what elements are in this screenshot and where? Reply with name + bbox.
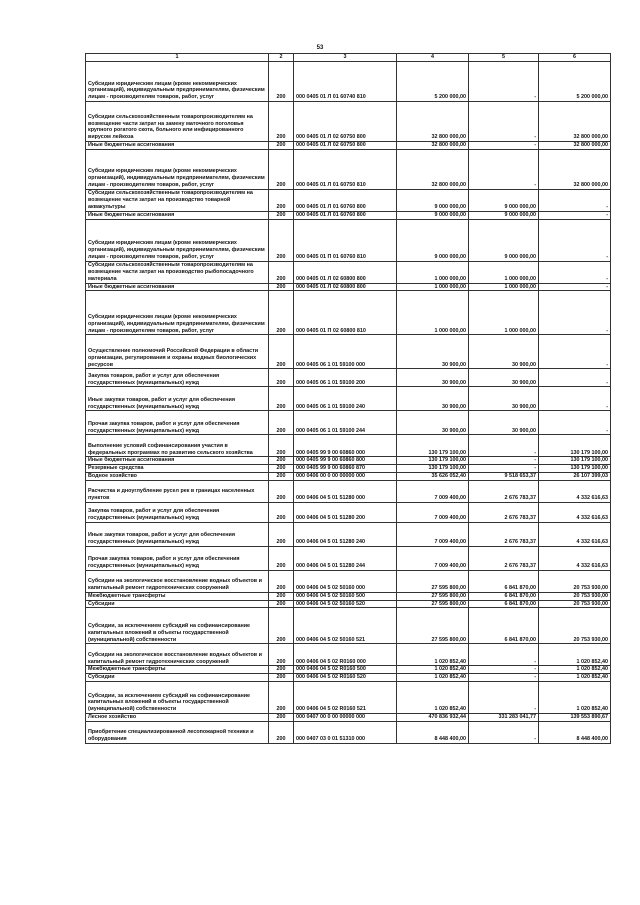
column-header: 4 [397,54,469,62]
table-row [86,261,611,283]
row-unexecuted-amount-cell: 130 179 100,00 [539,435,611,457]
row-name-cell: Иные бюджетные ассигнования [86,142,269,150]
row-executed-amount-cell: - [469,666,539,674]
row-executed-amount-cell: - [469,681,539,713]
table-row [86,211,611,219]
row-executed-amount-cell: - [469,457,539,465]
row-executed-amount-cell: 30 900,00 [469,335,539,369]
row-name-cell: Закупка товаров, работ и услуг для обеспечения государственных (муниципальных) нужд [86,369,269,387]
column-header: 5 [469,54,539,62]
row-classification-code-cell: 000 0406 04 5 01 51280 244 [294,546,397,570]
table-row [86,465,611,473]
table-row [86,283,611,291]
row-classification-code-cell: 000 0405 06 1 01 59100 244 [294,411,397,435]
row-name-cell: Водное хозяйство [86,472,269,480]
row-code-cell: 200 [269,457,294,465]
row-classification-code-cell: 000 0406 00 0 00 00000 000 [294,472,397,480]
row-approved-amount-cell: 130 179 100,00 [397,457,469,465]
row-unexecuted-amount-cell: - [539,291,611,335]
row-code-cell: 200 [269,570,294,592]
row-code-cell: 200 [269,465,294,473]
row-executed-amount-cell: 9 518 653,37 [469,472,539,480]
row-executed-amount-cell: 6 841 870,00 [469,570,539,592]
column-header: 6 [539,54,611,62]
row-executed-amount-cell: 9 000 000,00 [469,219,539,261]
row-executed-amount-cell: 9 000 000,00 [469,189,539,211]
row-unexecuted-amount-cell: 20 753 930,00 [539,592,611,600]
row-unexecuted-amount-cell: 32 800 000,00 [539,149,611,189]
row-executed-amount-cell: 30 900,00 [469,369,539,387]
row-classification-code-cell: 000 0406 04 5 01 51280 000 [294,480,397,502]
row-code-cell: 200 [269,335,294,369]
row-name-cell: Субсидии юридическим лицам (кроме некоммерческих организаций), индивидуальным предпринимателям, физическим лицам - производителям товаров, работ, услуг [86,219,269,261]
row-classification-code-cell: 000 0406 04 5 02 50160 500 [294,592,397,600]
row-unexecuted-amount-cell: - [539,211,611,219]
table-row [86,570,611,592]
row-classification-code-cell: 000 0405 01 Л 01 60760 800 [294,211,397,219]
row-name-cell: Субсидии на экологическое восстановление водных объектов и капитальный ремонт гидротехнических сооружений [86,570,269,592]
row-unexecuted-amount-cell: 26 107 399,03 [539,472,611,480]
row-unexecuted-amount-cell: 130 179 100,00 [539,465,611,473]
row-name-cell: Субсидии, за исключением субсидий на софинансирование капитальных вложений в объекты государственной (муниципальной) собственности [86,608,269,644]
row-classification-code-cell: 000 0406 04 5 02 50160 000 [294,570,397,592]
row-classification-code-cell: 000 0405 01 Л 02 60750 800 [294,102,397,142]
row-approved-amount-cell: 1 000 000,00 [397,261,469,283]
table-row [86,189,611,211]
row-classification-code-cell: 000 0405 06 1 01 59100 000 [294,335,397,369]
row-code-cell: 200 [269,142,294,150]
row-classification-code-cell: 000 0405 01 Л 01 60740 810 [294,62,397,102]
table-row [86,291,611,335]
row-approved-amount-cell: 27 595 800,00 [397,592,469,600]
row-name-cell: Приобретение специализированной лесопожарной техники и оборудования [86,721,269,743]
row-approved-amount-cell: 32 800 000,00 [397,142,469,150]
row-executed-amount-cell: 6 841 870,00 [469,608,539,644]
row-name-cell: Субсидии [86,674,269,682]
row-classification-code-cell: 000 0406 04 5 02 R0160 500 [294,666,397,674]
row-code-cell: 200 [269,522,294,546]
row-code-cell: 200 [269,387,294,411]
row-code-cell: 200 [269,502,294,522]
row-unexecuted-amount-cell: 32 800 000,00 [539,142,611,150]
row-code-cell: 200 [269,435,294,457]
table-row [86,721,611,743]
table-row [86,608,611,644]
row-name-cell: Иные закупки товаров, работ и услуг для обеспечения государственных (муниципальных) нужд [86,522,269,546]
row-name-cell: Субсидии [86,600,269,608]
row-name-cell: Выполнение условий софинансирования участия в федеральных программах по развитию сельского хозяйства [86,435,269,457]
row-approved-amount-cell: 130 179 100,00 [397,465,469,473]
row-classification-code-cell: 000 0406 04 5 02 R0160 521 [294,681,397,713]
row-approved-amount-cell: 470 836 932,44 [397,713,469,721]
row-unexecuted-amount-cell: 20 753 930,00 [539,608,611,644]
row-executed-amount-cell: - [469,62,539,102]
row-executed-amount-cell: - [469,142,539,150]
row-code-cell: 200 [269,102,294,142]
row-unexecuted-amount-cell: - [539,189,611,211]
column-header: 2 [269,54,294,62]
row-approved-amount-cell: 1 020 852,40 [397,681,469,713]
row-classification-code-cell: 000 0405 01 Л 02 60750 800 [294,142,397,150]
row-executed-amount-cell: - [469,435,539,457]
table-row [86,435,611,457]
row-name-cell: Межбюджетные трансферты [86,592,269,600]
row-code-cell: 200 [269,713,294,721]
row-executed-amount-cell: - [469,644,539,666]
row-approved-amount-cell: 32 800 000,00 [397,102,469,142]
row-code-cell: 200 [269,211,294,219]
row-unexecuted-amount-cell: 4 332 616,63 [539,502,611,522]
row-classification-code-cell: 000 0405 01 П 02 60800 810 [294,291,397,335]
row-unexecuted-amount-cell: 1 020 852,40 [539,666,611,674]
row-approved-amount-cell: 30 900,00 [397,335,469,369]
row-name-cell: Закупка товаров, работ и услуг для обеспечения государственных (муниципальных) нужд [86,502,269,522]
table-row [86,674,611,682]
row-executed-amount-cell: 2 676 783,37 [469,502,539,522]
row-approved-amount-cell: 1 000 000,00 [397,283,469,291]
row-name-cell: Субсидии юридическим лицам (кроме некоммерческих организаций), индивидуальным предпринимателям, физическим лицам - производителям товаров, работ, услуг [86,291,269,335]
table-row [86,411,611,435]
row-code-cell: 200 [269,291,294,335]
row-executed-amount-cell: - [469,674,539,682]
row-code-cell: 200 [269,608,294,644]
column-header: 1 [86,54,269,62]
row-classification-code-cell: 000 0405 06 1 01 59100 200 [294,369,397,387]
row-approved-amount-cell: 1 000 000,00 [397,291,469,335]
row-approved-amount-cell: 30 900,00 [397,387,469,411]
row-unexecuted-amount-cell: 32 800 000,00 [539,102,611,142]
row-approved-amount-cell: 9 000 000,00 [397,211,469,219]
table-row [86,387,611,411]
row-unexecuted-amount-cell: 20 753 930,00 [539,600,611,608]
row-name-cell: Лесное хозяйство [86,713,269,721]
row-approved-amount-cell: 30 900,00 [397,369,469,387]
row-unexecuted-amount-cell: - [539,387,611,411]
row-code-cell: 200 [269,480,294,502]
table-row [86,713,611,721]
row-unexecuted-amount-cell: - [539,261,611,283]
row-executed-amount-cell: - [469,149,539,189]
row-unexecuted-amount-cell: 1 020 852,40 [539,681,611,713]
row-code-cell: 200 [269,369,294,387]
row-classification-code-cell: 000 0405 99 9 00 60860 000 [294,435,397,457]
row-executed-amount-cell: 1 000 000,00 [469,283,539,291]
row-approved-amount-cell: 32 800 000,00 [397,149,469,189]
row-approved-amount-cell: 9 000 000,00 [397,189,469,211]
row-code-cell: 200 [269,149,294,189]
row-code-cell: 200 [269,592,294,600]
row-code-cell: 200 [269,219,294,261]
row-name-cell: Осуществление полномочий Российской Федерации в области организации, регулирования и охраны водных биологических ресурсов [86,335,269,369]
column-header: 3 [294,54,397,62]
table-row [86,369,611,387]
table-row [86,142,611,150]
row-approved-amount-cell: 1 020 852,40 [397,666,469,674]
row-approved-amount-cell: 7 009 400,00 [397,546,469,570]
row-unexecuted-amount-cell: - [539,283,611,291]
table-row [86,502,611,522]
row-approved-amount-cell: 7 009 400,00 [397,522,469,546]
row-classification-code-cell: 000 0405 01 Л 01 60760 800 [294,189,397,211]
table-row [86,62,611,102]
row-approved-amount-cell: 27 595 800,00 [397,608,469,644]
row-name-cell: Субсидии юридическим лицам (кроме некоммерческих организаций), индивидуальным предпринимателям, физическим лицам - производителям товаров, работ, услуг [86,62,269,102]
row-name-cell: Иные бюджетные ассигнования [86,283,269,291]
row-code-cell: 200 [269,283,294,291]
row-classification-code-cell: 000 0406 04 5 02 50160 520 [294,600,397,608]
row-executed-amount-cell: 2 676 783,37 [469,522,539,546]
row-executed-amount-cell: - [469,465,539,473]
row-executed-amount-cell: 9 000 000,00 [469,211,539,219]
row-name-cell: Расчистка и дноуглубление русел рек в границах населенных пунктов [86,480,269,502]
row-code-cell: 200 [269,62,294,102]
row-approved-amount-cell: 35 626 052,40 [397,472,469,480]
row-executed-amount-cell: 331 283 041,77 [469,713,539,721]
table-row [86,522,611,546]
row-approved-amount-cell: 27 595 800,00 [397,600,469,608]
row-approved-amount-cell: 1 020 852,40 [397,674,469,682]
row-approved-amount-cell: 7 009 400,00 [397,502,469,522]
row-executed-amount-cell: 6 841 870,00 [469,592,539,600]
row-code-cell: 200 [269,666,294,674]
row-name-cell: Субсидии на экологическое восстановление водных объектов и капитальный ремонт гидротехнических сооружений [86,644,269,666]
row-code-cell: 200 [269,261,294,283]
row-classification-code-cell: 000 0406 04 5 01 51280 240 [294,522,397,546]
row-name-cell: Субсидии, за исключением субсидий на софинансирование капитальных вложений в объекты государственной (муниципальной) собственности [86,681,269,713]
row-name-cell: Прочая закупка товаров, работ и услуг для обеспечения государственных (муниципальных) нужд [86,546,269,570]
header-row [86,54,611,62]
row-unexecuted-amount-cell: 130 179 100,00 [539,457,611,465]
row-classification-code-cell: 000 0407 03 0 01 51310 000 [294,721,397,743]
row-unexecuted-amount-cell: - [539,369,611,387]
table-row [86,592,611,600]
table-row [86,546,611,570]
table-row [86,666,611,674]
row-approved-amount-cell: 30 900,00 [397,411,469,435]
row-approved-amount-cell: 27 595 800,00 [397,570,469,592]
row-executed-amount-cell: 2 676 783,37 [469,546,539,570]
row-classification-code-cell: 000 0406 04 5 02 R0160 000 [294,644,397,666]
table-body [86,62,611,744]
row-code-cell: 200 [269,600,294,608]
row-unexecuted-amount-cell: 1 020 852,40 [539,674,611,682]
row-code-cell: 200 [269,546,294,570]
table-row [86,472,611,480]
row-code-cell: 200 [269,189,294,211]
row-approved-amount-cell: 5 200 000,00 [397,62,469,102]
row-name-cell: Межбюджетные трансферты [86,666,269,674]
row-approved-amount-cell: 1 020 852,40 [397,644,469,666]
table-row [86,480,611,502]
row-unexecuted-amount-cell: - [539,219,611,261]
row-executed-amount-cell: 1 000 000,00 [469,261,539,283]
row-executed-amount-cell: 30 900,00 [469,387,539,411]
row-unexecuted-amount-cell: 4 332 616,63 [539,522,611,546]
row-approved-amount-cell: 130 179 100,00 [397,435,469,457]
row-name-cell: Иные бюджетные ассигнования [86,457,269,465]
row-executed-amount-cell: 30 900,00 [469,411,539,435]
row-classification-code-cell: 000 0406 04 5 02 R0160 520 [294,674,397,682]
row-code-cell: 200 [269,721,294,743]
row-unexecuted-amount-cell: - [539,335,611,369]
row-unexecuted-amount-cell: - [539,411,611,435]
row-approved-amount-cell: 8 448 400,00 [397,721,469,743]
table-row [86,335,611,369]
row-classification-code-cell: 000 0406 04 5 02 50160 521 [294,608,397,644]
row-name-cell: Субсидии сельскохозяйственным товаропроизводителям на возмещение части затрат на замену маточного поголовья крупного рогатого скота, больного или инфицированного вирусом лейкоза [86,102,269,142]
row-name-cell: Иные бюджетные ассигнования [86,211,269,219]
row-classification-code-cell: 000 0405 01 Л 01 60750 810 [294,149,397,189]
row-classification-code-cell: 000 0405 01 П 01 60760 810 [294,219,397,261]
table-row [86,219,611,261]
row-unexecuted-amount-cell: 5 200 000,00 [539,62,611,102]
row-executed-amount-cell: 6 841 870,00 [469,600,539,608]
row-unexecuted-amount-cell: 8 448 400,00 [539,721,611,743]
row-unexecuted-amount-cell: 139 553 890,67 [539,713,611,721]
row-approved-amount-cell: 9 000 000,00 [397,219,469,261]
row-unexecuted-amount-cell: 1 020 852,40 [539,644,611,666]
row-approved-amount-cell: 7 009 400,00 [397,480,469,502]
row-code-cell: 200 [269,681,294,713]
row-code-cell: 200 [269,411,294,435]
row-unexecuted-amount-cell: 4 332 616,63 [539,480,611,502]
row-classification-code-cell: 000 0405 99 9 00 60860 870 [294,465,397,473]
row-name-cell: Иные закупки товаров, работ и услуг для обеспечения государственных (муниципальных) нужд [86,387,269,411]
row-executed-amount-cell: - [469,102,539,142]
table-row [86,457,611,465]
row-executed-amount-cell: - [469,721,539,743]
row-classification-code-cell: 000 0405 06 1 01 59100 240 [294,387,397,411]
row-classification-code-cell: 000 0407 00 0 00 00000 000 [294,713,397,721]
row-classification-code-cell: 000 0405 01 Л 02 60800 800 [294,283,397,291]
table-row [86,644,611,666]
table-row [86,681,611,713]
row-classification-code-cell: 000 0405 99 9 00 60860 800 [294,457,397,465]
row-executed-amount-cell: 1 000 000,00 [469,291,539,335]
table-row [86,600,611,608]
row-name-cell: Субсидии сельскохозяйственным товаропроизводителям на возмещение части затрат на производство товарной аквакультуры [86,189,269,211]
row-name-cell: Прочая закупка товаров, работ и услуг для обеспечения государственных (муниципальных) нужд [86,411,269,435]
row-name-cell: Субсидии юридическим лицам (кроме некоммерческих организаций), индивидуальным предпринимателям, физическим лицам - производителям товаров, работ, услуг [86,149,269,189]
row-classification-code-cell: 000 0405 01 Л 02 60800 800 [294,261,397,283]
row-executed-amount-cell: 2 676 783,37 [469,480,539,502]
row-code-cell: 200 [269,472,294,480]
row-unexecuted-amount-cell: 20 753 930,00 [539,570,611,592]
row-code-cell: 200 [269,674,294,682]
budget-table [85,53,611,744]
row-classification-code-cell: 000 0406 04 5 01 51280 200 [294,502,397,522]
table-row [86,102,611,142]
row-name-cell: Резервные средства [86,465,269,473]
page-number: 53 [316,45,324,51]
row-code-cell: 200 [269,644,294,666]
row-unexecuted-amount-cell: 4 332 616,63 [539,546,611,570]
row-name-cell: Субсидии сельскохозяйственным товаропроизводителям на возмещение части затрат на производство рыбопосадочного материала [86,261,269,283]
table-row [86,149,611,189]
